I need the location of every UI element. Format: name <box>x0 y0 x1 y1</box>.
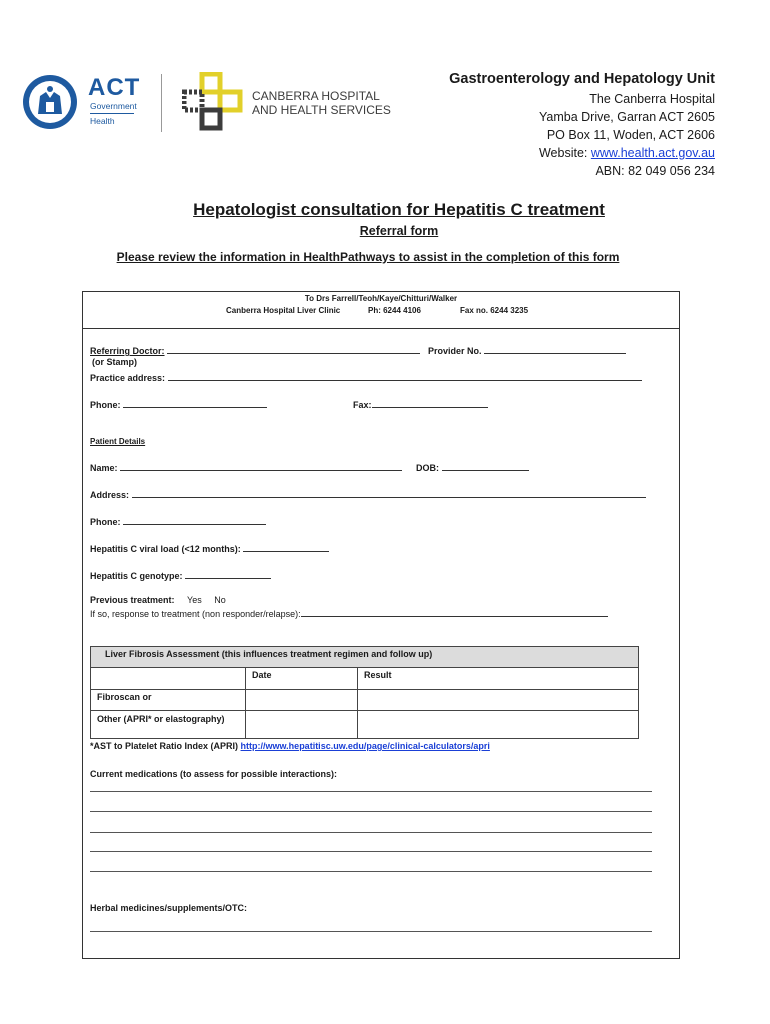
patient-details-heading: Patient Details <box>90 437 146 446</box>
patient-name-label: Name: <box>90 463 118 473</box>
unit-name: Gastroenterology and Hepatology Unit <box>449 71 715 87</box>
apri-note <box>90 741 490 751</box>
fibrosis-col-result: Result <box>358 668 639 690</box>
genotype-field[interactable] <box>185 569 271 579</box>
doctor-fax-row <box>353 398 488 410</box>
referring-doctor-row <box>90 344 420 356</box>
referring-doctor-field[interactable] <box>167 344 420 354</box>
viral-load-row <box>90 542 329 554</box>
fibroscan-result-cell[interactable] <box>358 690 639 711</box>
fibrosis-table-title: Liver Fibrosis Assessment (this influences treatment regimen and follow up) <box>91 647 639 668</box>
other-result-cell[interactable] <box>358 711 639 739</box>
website-label: Website: <box>538 146 591 160</box>
clinic-name: Canberra Hospital Liver Clinic <box>226 306 341 315</box>
genotype-row <box>90 569 271 581</box>
treatment-response-field[interactable] <box>301 607 608 617</box>
patient-phone-row <box>90 515 266 527</box>
viral-load-label: Hepatitis C viral load (<12 months): <box>90 544 241 554</box>
viral-load-field[interactable] <box>243 542 329 552</box>
apri-link[interactable]: http://www.hepatitisc.uw.edu/page/clinical-calculators/apri <box>240 741 490 751</box>
apri-label: *AST to Platelet Ratio Index (APRI) <box>90 741 241 751</box>
logo-separator <box>161 74 162 132</box>
fibrosis-header-row <box>91 668 639 690</box>
doctor-phone-label: Phone: <box>90 400 121 410</box>
doctor-fax-field[interactable] <box>372 398 488 408</box>
clinic-fax: Fax no. 6244 3235 <box>460 306 529 315</box>
street-address: Yamba Drive, Garran ACT 2605 <box>538 110 715 124</box>
referring-doctor-label: Referring Doctor: <box>90 346 165 356</box>
fibroscan-date-cell[interactable] <box>246 690 358 711</box>
fibrosis-title-row <box>91 647 639 668</box>
other-date-cell[interactable] <box>246 711 358 739</box>
herbal-medicines-label: Herbal medicines/supplements/OTC: <box>90 903 248 913</box>
herbal-medicines-line[interactable] <box>90 931 652 932</box>
fibrosis-col-date: Date <box>246 668 358 690</box>
treatment-response-label: If so, response to treatment (non responder/relapse): <box>90 609 301 619</box>
previous-treatment-label: Previous treatment: <box>90 595 175 605</box>
website-link[interactable]: www.health.act.gov.au <box>590 146 715 160</box>
treatment-response-row <box>90 607 608 619</box>
po-box: PO Box 11, Woden, ACT 2606 <box>546 128 715 142</box>
provider-no-label: Provider No. <box>428 346 482 356</box>
provider-no-row <box>428 344 626 356</box>
hospital-name: The Canberra Hospital <box>589 92 715 106</box>
patient-phone-field[interactable] <box>123 515 266 525</box>
medications-line[interactable] <box>90 832 652 833</box>
medications-line[interactable] <box>90 851 652 852</box>
patient-name-field[interactable] <box>120 461 402 471</box>
act-logo-health: Health <box>90 116 115 126</box>
genotype-label: Hepatitis C genotype: <box>90 571 183 581</box>
medications-line[interactable] <box>90 871 652 872</box>
form-subtitle: Referral form <box>359 224 439 238</box>
medications-line[interactable] <box>90 791 652 792</box>
doctor-phone-field[interactable] <box>123 398 267 408</box>
current-medications-label: Current medications (to assess for possible interactions): <box>90 769 338 779</box>
act-logo-divider <box>90 113 134 114</box>
box-header-divider <box>82 328 680 329</box>
patient-address-label: Address: <box>90 490 130 500</box>
fibrosis-row-fibroscan <box>91 690 639 711</box>
act-logo-government: Government <box>90 101 137 111</box>
doctor-fax-label: Fax: <box>353 400 372 410</box>
provider-no-field[interactable] <box>484 344 626 354</box>
patient-name-row <box>90 461 402 473</box>
dob-field[interactable] <box>442 461 529 471</box>
form-title: Hepatologist consultation for Hepatitis C treatment <box>193 200 605 219</box>
patient-address-row <box>90 488 646 500</box>
practice-address-row <box>90 371 642 383</box>
clinic-phone: Ph: 6244 4106 <box>368 306 421 315</box>
doctor-phone-row <box>90 398 267 410</box>
hospital-cross-icon <box>182 72 244 132</box>
fibroscan-label: Fibroscan or <box>91 690 246 711</box>
form-note: Please review the information in HealthPathways to assist in the completion of this form <box>116 250 620 264</box>
patient-address-field[interactable] <box>132 488 646 498</box>
hospital-logo-line2: AND HEALTH SERVICES <box>252 103 391 117</box>
act-logo-text: ACT <box>88 74 141 101</box>
website <box>539 146 715 160</box>
referral-box <box>82 291 680 959</box>
canberra-hospital-logo <box>182 72 392 132</box>
practice-address-field[interactable] <box>168 371 642 381</box>
patient-phone-label: Phone: <box>90 517 121 527</box>
fibrosis-table <box>90 646 639 739</box>
previous-treatment-row <box>90 595 226 605</box>
act-crest-icon <box>22 74 78 130</box>
practice-address-label: Practice address: <box>90 373 166 383</box>
medications-line[interactable] <box>90 811 652 812</box>
fibrosis-header-blank <box>91 668 246 690</box>
or-stamp-label: (or Stamp) <box>92 357 137 367</box>
to-doctors: To Drs Farrell/Teoh/Kaye/Chitturi/Walker <box>304 294 458 303</box>
dob-label: DOB: <box>416 463 439 473</box>
previous-treatment-no[interactable]: No <box>214 595 226 605</box>
fibrosis-row-other <box>91 711 639 739</box>
abn: ABN: 82 049 056 234 <box>595 164 715 178</box>
dob-row <box>416 461 529 473</box>
hospital-logo-line1: CANBERRA HOSPITAL <box>252 89 380 103</box>
act-government-logo <box>22 72 142 132</box>
other-assessment-label: Other (APRI* or elastography) <box>91 711 246 739</box>
previous-treatment-yes[interactable]: Yes <box>187 595 202 605</box>
